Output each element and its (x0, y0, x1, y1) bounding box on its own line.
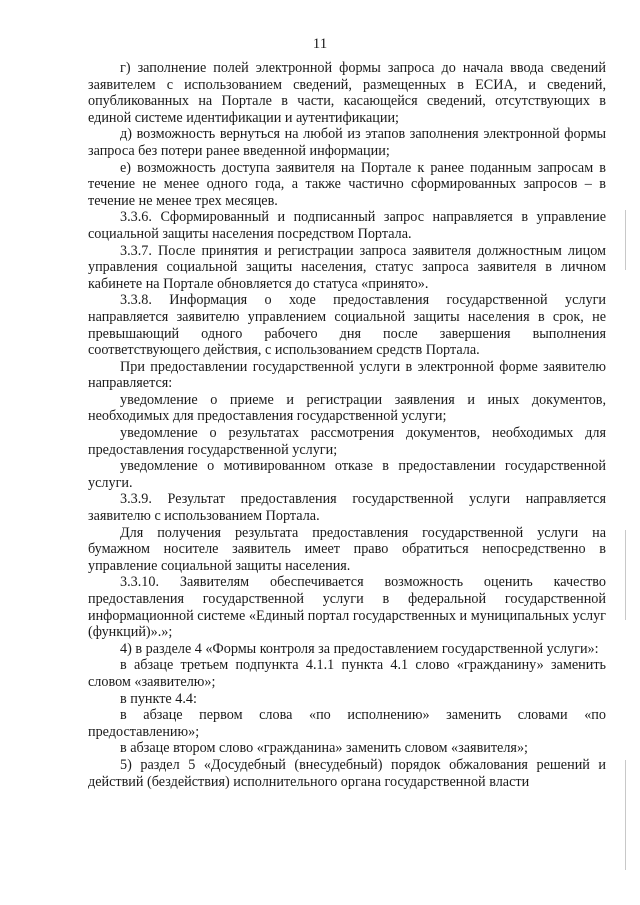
paragraph-3-3-9: 3.3.9. Результат предоставления государственной услуги направляется заявителю с использованием Портала. (88, 491, 606, 525)
paragraph-4-4-heading: в пункте 4.4: (120, 690, 197, 707)
paragraph-section-4: 4) в разделе 4 «Формы контроля за предоставлением государственной услуги»: (120, 640, 599, 657)
scan-edge-line (625, 530, 626, 620)
paragraph-4-4-second: в абзаце втором слово «гражданина» заменить словом «заявителя»; (120, 740, 528, 757)
document-body (88, 60, 606, 790)
scan-edge-line (625, 760, 626, 870)
paragraph-item-e: е) возможность доступа заявителя на Портале к ранее поданным запросам в течение не менее одного года, а также частично сформированных запросов – в течение не менее трех месяцев. (88, 159, 606, 209)
paragraph-4-4-first: в абзаце первом слова «по исполнению» заменить словами «по предоставлению»; (88, 707, 606, 740)
paragraph-4-1-1-amendment: в абзаце третьем подпункта 4.1.1 пункта 4.1 слово «гражданину» заменить словом «заявителю»; (88, 657, 606, 690)
paragraph-notification-results: уведомление о результатах рассмотрения документов, необходимых для предоставления государственной услуги; (88, 425, 606, 458)
paragraph-notification-refusal: уведомление о мотивированном отказе в предоставлении государственной услуги. (88, 458, 606, 491)
paragraph-item-d: д) возможность вернуться на любой из этапов заполнения электронной формы запроса без потери ранее введенной информации; (88, 126, 606, 159)
paragraph-3-3-10: 3.3.10. Заявителям обеспечивается возможность оценить качество предоставления государственной услуги в федеральной государственной информационной системе «Единый портал государственных и муниципальных услуг (функций)».»; (88, 574, 606, 641)
paragraph-notifications-intro: При предоставлении государственной услуги в электронной форме заявителю направляется: (88, 358, 606, 392)
paragraph-item-g: г) заполнение полей электронной формы запроса до начала ввода сведений заявителем с использованием сведений, размещенных в ЕСИА, и сведений, опубликованных на Портале в части, касающейся сведений, отсутствующих в единой системе идентификации и аутентификации; (88, 60, 606, 126)
paragraph-3-3-7: 3.3.7. После принятия и регистрации запроса заявителя должностным лицом управления социальной защиты населения, статус запроса заявителя в личном кабинете на Портале обновляется до статуса «принято». (88, 242, 606, 292)
paragraph-notification-receipt: уведомление о приеме и регистрации заявления и иных документов, необходимых для предоставления государственной услуги; (88, 391, 606, 425)
scan-edge-line (625, 210, 626, 270)
page-number: 11 (312, 36, 328, 52)
paragraph-section-5: 5) раздел 5 «Досудебный (внесудебный) порядок обжалования решений и действий (бездействия) исполнительного органа государственной власти (88, 756, 606, 790)
paragraph-3-3-6: 3.3.6. Сформированный и подписанный запрос направляется в управление социальной защиты населения посредством Портала. (88, 209, 606, 242)
paragraph-3-3-8: 3.3.8. Информация о ходе предоставления государственной услуги направляется заявителю управлением социальной защиты населения в срок, не превышающий одного рабочего дня после завершения выполнения соответствующего действия, с использованием средств Портала. (88, 292, 606, 359)
paragraph-paper-result: Для получения результата предоставления государственной услуги на бумажном носителе заявитель имеет право обратиться непосредственно в управление социальной защиты населения. (88, 524, 606, 574)
